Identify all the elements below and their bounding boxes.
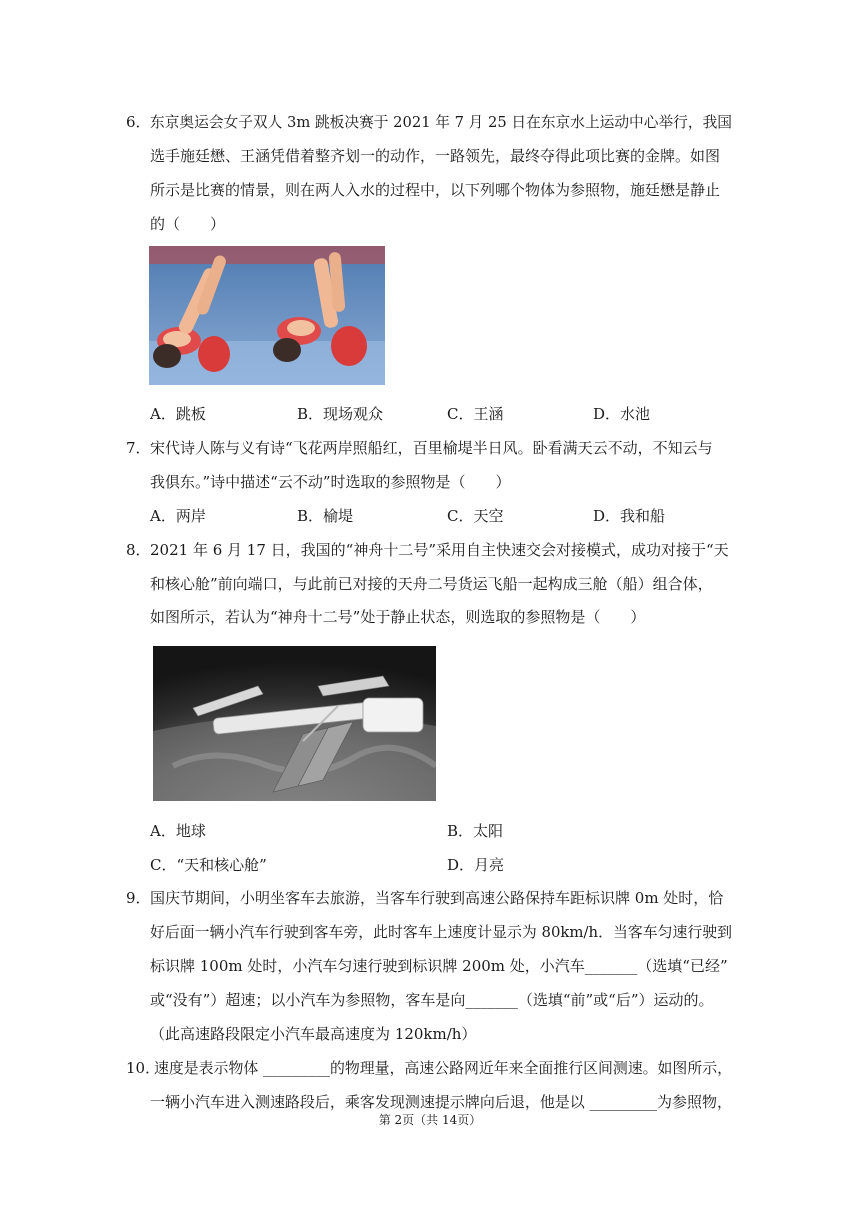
question-text-line: 宋代诗人陈与义有诗“飞花两岸照船红，百里榆堤半日风。卧看满天云不动，不知云与 [150,439,713,457]
option-d: D．水池 [593,405,651,423]
option-c: C．“天和核心舱” [150,856,267,874]
question-text-line: 好后面一辆小汽车行驶到客车旁，此时客车上速度计显示为 80km/h．当客车匀速行驶到 [150,923,732,941]
question-number: 9． [126,889,151,907]
question-text-line: 2021 年 6 月 17 日，我国的“神舟十二号”采用自主快速交会对接模式，成功对接于“天 [150,541,729,559]
diving-photo [149,246,385,385]
question-number: 8． [126,541,151,559]
option-d: D．月亮 [447,856,505,874]
question-number: 7． [126,439,151,457]
page-footer: 第 2页（共 14页） [378,1113,482,1127]
question-text-line: （此高速路段限定小汽车最高速度为 120km/h） [150,1025,477,1043]
option-a: A．跳板 [150,405,206,423]
question-text-line: 速度是表示物体 _________的物理量，高速公路网近年来全面推行区间测速。如图所示， [154,1059,732,1077]
option-d: D．我和船 [593,507,666,525]
option-b: B．榆堤 [297,507,354,525]
question-text-line: 的（ ） [150,215,226,233]
option-b: B．太阳 [447,822,504,840]
question-text-line: 选手施廷懋、王涵凭借着整齐划一的动作，一路领先，最终夺得此项比赛的金牌。如图 [150,147,721,165]
option-a: A．两岸 [150,507,206,525]
space-station-photo [153,646,436,801]
question-text-line: 东京奥运会女子双人 3m 跳板决赛于 2021 年 7 月 25 日在东京水上运动中心举行，我国 [150,113,732,131]
question-text-line: 标识牌 100m 处时，小汽车匀速行驶到标识牌 200m 处，小汽车_______（选填“已经” [150,957,728,975]
question-number: 6． [126,113,151,131]
question-text-line: 我俱东。”诗中描述“云不动”时选取的参照物是（ ） [150,473,511,491]
question-text-line: 或“没有”）超速；以小汽车为参照物，客车是向_______（选填“前”或“后”）运动的。 [150,991,714,1009]
option-c: C．王涵 [447,405,504,423]
question-text-line: 和核心舱”前向端口，与此前已对接的天舟二号货运飞船一起构成三舱（船）组合体， [150,575,713,593]
question-text-line: 如图所示，若认为“神舟十二号”处于静止状态，则选取的参照物是（ ） [150,608,646,626]
question-text-line: 所示是比赛的情景，则在两人入水的过程中，以下列哪个物体为参照物，施廷懋是静止 [150,181,721,199]
question-text-line: 一辆小汽车进入测速路段后，乘客发现测速提示牌向后退，他是以 _________为参照物， [150,1093,732,1111]
question-number: 10． [126,1059,161,1077]
option-c: C．天空 [447,507,504,525]
option-b: B．现场观众 [297,405,384,423]
question-text-line: 国庆节期间，小明坐客车去旅游，当客车行驶到高速公路保持车距标识牌 0m 处时，恰 [150,889,724,907]
option-a: A．地球 [150,822,206,840]
